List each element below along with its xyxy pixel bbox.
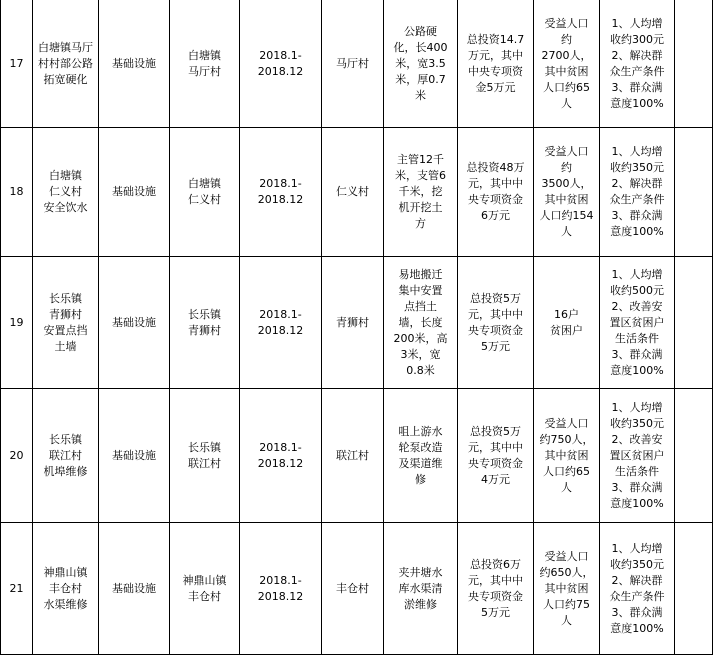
row-index: 19 bbox=[1, 257, 33, 389]
project-location-text: 白塘镇 马厅村 bbox=[188, 48, 221, 78]
funding-text: 总投资14.7 万元，其中 中央专项资 金5万元 bbox=[466, 32, 525, 94]
beneficiaries-text: 受益人口 约750人， 其中贫困 人口约65 人 bbox=[539, 416, 594, 494]
expected-benefit-text: 1、人均增 收约350元 2、解决群 众生产条件 3、群众满 意度100% bbox=[609, 541, 665, 635]
construction-content-text: 主管12千 米，支管6 千米，挖 机开挖土 方 bbox=[395, 153, 446, 230]
construction-content bbox=[384, 128, 458, 257]
project-village: 青狮村 bbox=[322, 257, 384, 389]
row-index: 18 bbox=[1, 128, 33, 257]
beneficiaries bbox=[534, 0, 600, 128]
expected-benefit-text: 1、人均增 收约350元 2、改善安 置区贫困户 生活条件 3、群众满 意度100% bbox=[609, 400, 665, 510]
beneficiaries-text: 受益人口 约650人， 其中贫困 人口约75 人 bbox=[539, 549, 594, 627]
beneficiaries bbox=[534, 257, 600, 389]
table-row bbox=[1, 0, 713, 128]
project-period bbox=[240, 389, 322, 523]
expected-benefit bbox=[600, 257, 675, 389]
project-village: 联江村 bbox=[322, 389, 384, 523]
project-category: 基础设施 bbox=[99, 523, 170, 655]
project-period bbox=[240, 523, 322, 655]
beneficiaries bbox=[534, 523, 600, 655]
expected-benefit bbox=[600, 389, 675, 523]
construction-content bbox=[384, 257, 458, 389]
project-category: 基础设施 bbox=[99, 389, 170, 523]
beneficiaries-text: 受益人口 约 2700人， 其中贫困 人口约65 人 bbox=[541, 16, 592, 110]
funding bbox=[458, 128, 534, 257]
project-location bbox=[170, 389, 240, 523]
project-category: 基础设施 bbox=[99, 257, 170, 389]
project-period-text: 2018.1- 2018.12 bbox=[257, 48, 304, 78]
project-period bbox=[240, 257, 322, 389]
empty-cell bbox=[675, 257, 713, 389]
project-location-text: 长乐镇 联江村 bbox=[188, 440, 221, 470]
table-row bbox=[1, 389, 713, 523]
expected-benefit-text: 1、人均增 收约500元 2、改善安 置区贫困户 生活条件 3、群众满 意度100% bbox=[609, 267, 665, 377]
project-period-text: 2018.1- 2018.12 bbox=[257, 307, 304, 337]
project-name-text: 白塘镇马厅村村部公路拓宽硬化 bbox=[38, 40, 93, 86]
project-location bbox=[170, 128, 240, 257]
beneficiaries-text: 16户 贫困户 bbox=[550, 307, 583, 337]
project-village: 马厅村 bbox=[322, 0, 384, 128]
project-name-text: 长乐镇 联江村 机埠维修 bbox=[43, 432, 88, 478]
project-period bbox=[240, 128, 322, 257]
expected-benefit-text: 1、人均增 收约350元 2、解决群 众生产条件 3、群众满 意度100% bbox=[609, 145, 665, 238]
construction-content bbox=[384, 389, 458, 523]
project-village: 仁义村 bbox=[322, 128, 384, 257]
funding-text: 总投资5万 元，其中中 央专项资金 4万元 bbox=[468, 424, 523, 486]
project-category: 基础设施 bbox=[99, 0, 170, 128]
expected-benefit bbox=[600, 128, 675, 257]
funding bbox=[458, 257, 534, 389]
table-row bbox=[1, 128, 713, 257]
expected-benefit-text: 1、人均增 收约300元 2、解决群 众生产条件 3、群众满 意度100% bbox=[609, 16, 665, 110]
project-period-text: 2018.1- 2018.12 bbox=[257, 177, 304, 206]
funding bbox=[458, 389, 534, 523]
project-location-text: 神鼎山镇 丰仓村 bbox=[182, 573, 227, 603]
expected-benefit bbox=[600, 0, 675, 128]
project-name bbox=[33, 389, 99, 523]
project-category: 基础设施 bbox=[99, 128, 170, 257]
funding-text: 总投资6万 元，其中中 央专项资金 5万元 bbox=[468, 557, 523, 619]
project-location bbox=[170, 257, 240, 389]
project-name bbox=[33, 128, 99, 257]
construction-content-text: 易地搬迁 集中安置 点挡土 墙，长度 200米，高 3米，宽 0.8米 bbox=[393, 267, 448, 377]
funding bbox=[458, 523, 534, 655]
row-index: 17 bbox=[1, 0, 33, 128]
beneficiaries bbox=[534, 128, 600, 257]
project-village: 丰仓村 bbox=[322, 523, 384, 655]
construction-content bbox=[384, 523, 458, 655]
construction-content-text: 咀上游水 轮泵改造 及渠道维 修 bbox=[398, 424, 443, 486]
empty-cell bbox=[675, 128, 713, 257]
funding-text: 总投资5万 元，其中中 央专项资金 5万元 bbox=[468, 291, 523, 353]
empty-cell bbox=[675, 389, 713, 523]
expected-benefit bbox=[600, 523, 675, 655]
row-index: 20 bbox=[1, 389, 33, 523]
project-name bbox=[33, 523, 99, 655]
project-period bbox=[240, 0, 322, 128]
project-name-text: 长乐镇 青狮村 安置点挡 土墙 bbox=[43, 291, 88, 353]
project-name bbox=[33, 0, 99, 128]
construction-content bbox=[384, 0, 458, 128]
construction-content-text: 公路硬 化，长400 米，宽3.5 米，厚0.7 米 bbox=[393, 24, 448, 102]
project-name-text: 神鼎山镇 丰仓村 水渠维修 bbox=[43, 565, 88, 611]
project-location-text: 长乐镇 青狮村 bbox=[188, 307, 221, 337]
funding-text: 总投资48万 元，其中中 央专项资金 6万元 bbox=[466, 161, 525, 222]
empty-cell bbox=[675, 0, 713, 128]
funding bbox=[458, 0, 534, 128]
beneficiaries bbox=[534, 389, 600, 523]
project-name-text: 白塘镇 仁义村 安全饮水 bbox=[43, 169, 88, 214]
project-name bbox=[33, 257, 99, 389]
project-location bbox=[170, 0, 240, 128]
table-row bbox=[1, 257, 713, 389]
project-period-text: 2018.1- 2018.12 bbox=[257, 440, 304, 470]
beneficiaries-text: 受益人口 约 3500人， 其中贫困 人口约154 人 bbox=[539, 145, 594, 238]
project-location bbox=[170, 523, 240, 655]
table-body bbox=[1, 0, 713, 655]
project-location-text: 白塘镇 仁义村 bbox=[188, 177, 221, 206]
table-row bbox=[1, 523, 713, 655]
row-index: 21 bbox=[1, 523, 33, 655]
construction-content-text: 夹井塘水 库水渠清 淤维修 bbox=[398, 565, 443, 611]
empty-cell bbox=[675, 523, 713, 655]
project-period-text: 2018.1- 2018.12 bbox=[257, 573, 304, 603]
